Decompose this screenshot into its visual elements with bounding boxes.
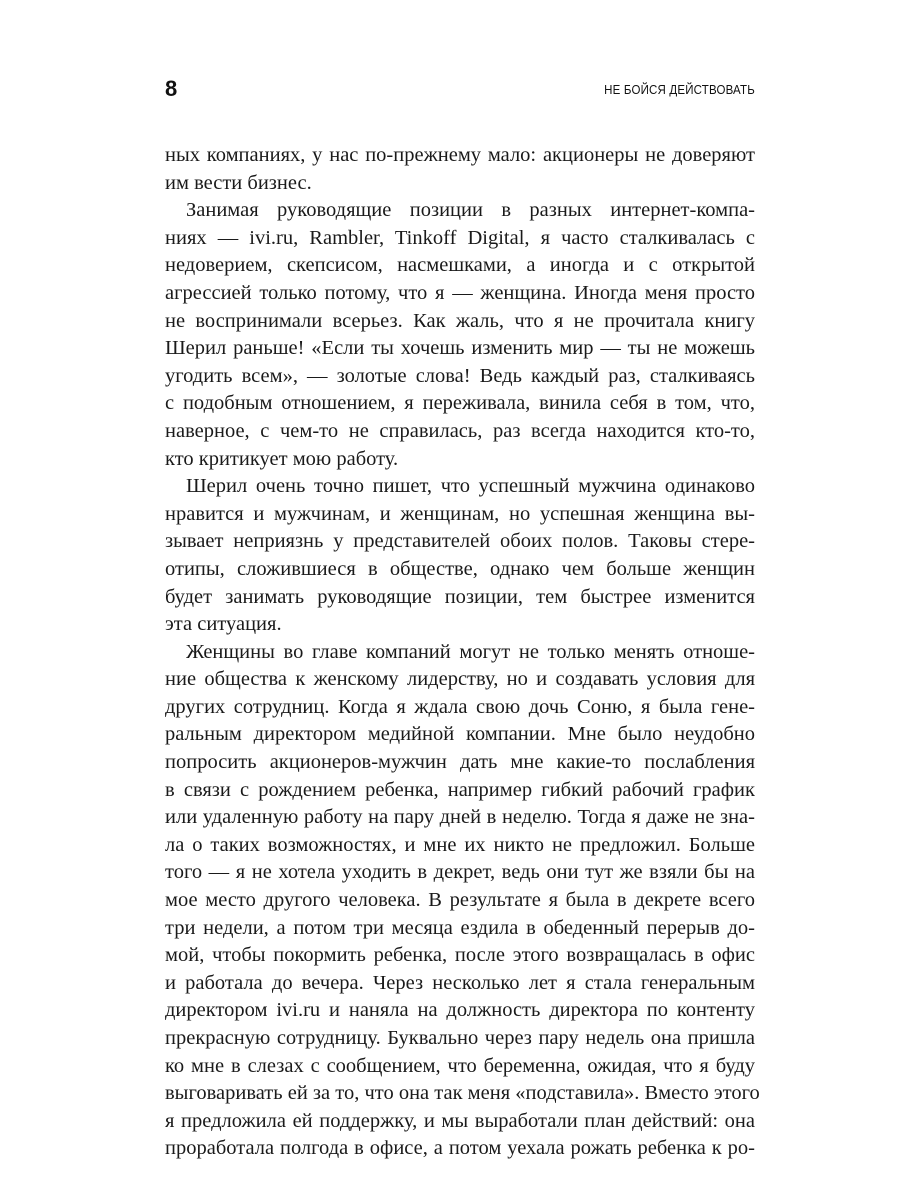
text-line: ние общества к женскому лидерству, но и создавать условия для bbox=[165, 668, 755, 691]
paragraph-first-line: Занимая руководящие позиции в разных интернет-компа- bbox=[186, 199, 755, 222]
text-line: мое место другого человека. В результате я была в декрете всего bbox=[165, 889, 755, 912]
text-line: ко мне в слезах с сообщением, что беременна, ожидая, что я буду bbox=[165, 1054, 755, 1077]
page-header bbox=[165, 76, 755, 106]
text-line: я предложила ей поддержку, и мы выработали план действий: она bbox=[165, 1109, 755, 1132]
body-text bbox=[165, 142, 760, 1163]
text-line: того — я не хотела уходить в декрет, ведь они тут же взяли бы на bbox=[165, 861, 755, 884]
paragraph-first-line: Женщины во главе компаний могут не только менять отноше- bbox=[186, 640, 755, 663]
text-line: директором ivi.ru и наняла на должность директора по контенту bbox=[165, 999, 755, 1022]
page-number: 8 bbox=[165, 76, 178, 101]
text-line: не воспринимали всерьез. Как жаль, что я не прочитала книгу bbox=[165, 309, 755, 332]
text-line: три недели, а потом три месяца ездила в обеденный перерыв до- bbox=[165, 916, 755, 939]
text-line: наверное, с чем-то не справилась, раз всегда находится кто-то, bbox=[165, 419, 755, 442]
text-line: будет занимать руководящие позиции, тем быстрее изменится bbox=[165, 585, 755, 608]
text-line: проработала полгода в офисе, а потом уехала рожать ребенка к ро- bbox=[165, 1137, 755, 1160]
text-line: или удаленную работу на пару дней в неделю. Тогда я даже не зна- bbox=[165, 806, 755, 829]
paragraph-first-line: Шерил очень точно пишет, что успешный мужчина одинаково bbox=[186, 475, 755, 498]
text-line: угодить всем», — золотые слова! Ведь каждый раз, сталкиваясь bbox=[165, 364, 755, 387]
running-title: НЕ БОЙСЯ ДЕЙСТВОВАТЬ bbox=[604, 83, 755, 97]
text-line: ла о таких возможностях, и мне их никто не предложил. Больше bbox=[165, 833, 755, 856]
text-line: отипы, сложившиеся в обществе, однако чем больше женщин bbox=[165, 557, 755, 580]
text-line: им вести бизнес. bbox=[165, 171, 312, 194]
text-line: ных компаниях, у нас по-прежнему мало: акционеры не доверяют bbox=[165, 144, 755, 166]
text-line: с подобным отношением, я переживала, винила себя в том, что, bbox=[165, 392, 755, 415]
text-line: выговаривать ей за то, что она так меня «подставила». Вместо этого bbox=[165, 1082, 760, 1105]
text-line: в связи с рождением ребенка, например гибкий рабочий график bbox=[165, 778, 755, 801]
text-line: ральным директором медийной компании. Мне было неудобно bbox=[165, 723, 755, 746]
text-line: агрессией только потому, что я — женщина. Иногда меня просто bbox=[165, 281, 755, 304]
text-line: недоверием, скепсисом, насмешками, а иногда и с открытой bbox=[165, 254, 755, 277]
text-line: попросить акционеров-мужчин дать мне какие-то послабления bbox=[165, 751, 755, 774]
text-line: мой, чтобы покормить ребенка, после этого возвращалась в офис bbox=[165, 944, 755, 967]
text-line: и работала до вечера. Через несколько лет я стала генеральным bbox=[165, 971, 755, 994]
text-line: кто критикует мою работу. bbox=[165, 447, 399, 470]
text-line: нравится и мужчинам, и женщинам, но успешная женщина вы- bbox=[165, 502, 755, 525]
text-line: Шерил раньше! «Если ты хочешь изменить мир — ты не можешь bbox=[165, 337, 755, 360]
text-line: эта ситуация. bbox=[165, 613, 282, 636]
text-line: других сотрудниц. Когда я ждала свою дочь Соню, я была гене- bbox=[165, 695, 755, 718]
text-line: прекрасную сотрудницу. Буквально через пару недель она пришла bbox=[165, 1027, 755, 1049]
text-line: зывает неприязнь у представителей обоих полов. Таковы стере- bbox=[165, 530, 755, 553]
text-line: ниях — ivi.ru, Rambler, Tinkoff Digital, я часто сталкивалась с bbox=[165, 226, 755, 249]
